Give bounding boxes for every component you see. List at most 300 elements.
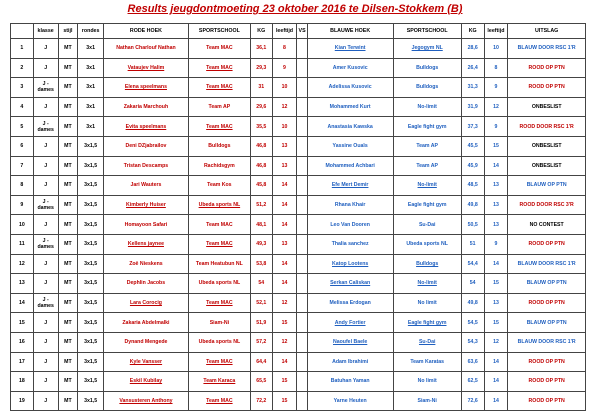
cell-stijl: MT	[58, 136, 78, 156]
cell-blue-sportschool: Bulldogs	[393, 78, 461, 98]
cell-klasse: J	[33, 352, 58, 372]
cell-red-leeftijd: 14	[272, 176, 297, 196]
cell-vs	[297, 39, 307, 59]
cell-rondes: 3x1,5	[78, 332, 104, 352]
cell-red-fighter: Kimberly Huiser	[104, 195, 189, 215]
cell-klasse: J	[33, 391, 58, 411]
cell-blue-kg: 51	[461, 234, 484, 254]
cell-red-sportschool: Rachidsgym	[188, 156, 250, 176]
cell-uitslag: BLAUW DOOR RSC 1'R	[508, 332, 586, 352]
cell-red-leeftijd: 9	[272, 58, 297, 78]
cell-red-kg: 29,3	[250, 58, 272, 78]
cell-klasse: J - dames	[33, 293, 58, 313]
cell-blue-fighter: Thalia sanchez	[307, 234, 393, 254]
cell-vs	[297, 117, 307, 137]
col-header-vs: VS	[297, 24, 307, 39]
cell-red-sportschool: Team MAC	[188, 391, 250, 411]
cell-uitslag: BLAUW OP PTN	[508, 313, 586, 333]
cell-red-leeftijd: 14	[272, 352, 297, 372]
cell-blue-kg: 49,8	[461, 293, 484, 313]
cell-stijl: MT	[58, 97, 78, 117]
cell-uitslag: ROOD OP PTN	[508, 58, 586, 78]
cell-klasse: J	[33, 97, 58, 117]
cell-nr: 5	[11, 117, 34, 137]
cell-blue-kg: 50,5	[461, 215, 484, 235]
cell-nr: 19	[11, 391, 34, 411]
cell-stijl: MT	[58, 293, 78, 313]
cell-nr: 3	[11, 78, 34, 98]
cell-blue-fighter: Leo Van Dooren	[307, 215, 393, 235]
cell-red-leeftijd: 10	[272, 78, 297, 98]
cell-blue-sportschool: Ubeda sports NL	[393, 234, 461, 254]
cell-red-sportschool: Ubeda sports NL	[188, 195, 250, 215]
cell-red-leeftijd: 15	[272, 313, 297, 333]
cell-red-leeftijd: 15	[272, 391, 297, 411]
cell-blue-fighter: Katop Lootens	[307, 254, 393, 274]
cell-klasse: J	[33, 313, 58, 333]
cell-stijl: MT	[58, 117, 78, 137]
cell-stijl: MT	[58, 352, 78, 372]
cell-blue-leeftijd: 15	[484, 313, 508, 333]
cell-red-fighter: Tristan Descamps	[104, 156, 189, 176]
cell-blue-sportschool: Bulldogs	[393, 254, 461, 274]
cell-uitslag: BLAUW OP PTN	[508, 274, 586, 294]
cell-blue-fighter: Melissa Erdogan	[307, 293, 393, 313]
cell-blue-fighter: Rhana Khair	[307, 195, 393, 215]
cell-red-fighter: Dynand Mengede	[104, 332, 189, 352]
cell-nr: 4	[11, 97, 34, 117]
table-row	[11, 58, 586, 78]
results-table	[10, 23, 586, 411]
cell-blue-kg: 45,9	[461, 156, 484, 176]
cell-blue-leeftijd: 9	[484, 78, 508, 98]
cell-red-leeftijd: 13	[272, 156, 297, 176]
cell-red-kg: 53,8	[250, 254, 272, 274]
cell-rondes: 3x1,5	[78, 234, 104, 254]
cell-nr: 18	[11, 372, 34, 392]
cell-stijl: MT	[58, 78, 78, 98]
cell-uitslag: ROOD DOOR RSC 1'R	[508, 117, 586, 137]
cell-blue-kg: 54,4	[461, 254, 484, 274]
col-header-nr	[11, 24, 34, 39]
cell-red-leeftijd: 8	[272, 39, 297, 59]
cell-blue-kg: 31,9	[461, 97, 484, 117]
cell-red-kg: 46,8	[250, 156, 272, 176]
cell-red-kg: 52,1	[250, 293, 272, 313]
cell-blue-leeftijd: 13	[484, 293, 508, 313]
cell-rondes: 3x1,5	[78, 136, 104, 156]
cell-blue-fighter: Efe Mert Demir	[307, 176, 393, 196]
cell-vs	[297, 156, 307, 176]
cell-nr: 7	[11, 156, 34, 176]
cell-vs	[297, 274, 307, 294]
cell-vs	[297, 313, 307, 333]
cell-klasse: J	[33, 372, 58, 392]
cell-klasse: J	[33, 254, 58, 274]
cell-blue-sportschool: Bulldogs	[393, 58, 461, 78]
cell-red-sportschool: Team MAC	[188, 215, 250, 235]
col-header-uitslag: UITSLAG	[508, 24, 586, 39]
cell-blue-fighter: Yarne Heuten	[307, 391, 393, 411]
cell-red-kg: 29,6	[250, 97, 272, 117]
cell-uitslag: ROOD OP PTN	[508, 293, 586, 313]
cell-klasse: J - dames	[33, 117, 58, 137]
cell-red-sportschool: Team MAC	[188, 352, 250, 372]
cell-uitslag: ROOD OP PTN	[508, 352, 586, 372]
cell-blue-kg: 48,5	[461, 176, 484, 196]
cell-vs	[297, 195, 307, 215]
table-row	[11, 254, 586, 274]
col-header-sportschool-blue: SPORTSCHOOL	[393, 24, 461, 39]
cell-nr: 9	[11, 195, 34, 215]
cell-red-sportschool: Bulldogs	[188, 136, 250, 156]
cell-blue-kg: 54,3	[461, 332, 484, 352]
cell-uitslag: BLAUW OP PTN	[508, 176, 586, 196]
cell-klasse: J	[33, 136, 58, 156]
cell-red-fighter: Deni DZjabrailov	[104, 136, 189, 156]
table-row	[11, 332, 586, 352]
col-header-rode-hoek: RODE HOEK	[104, 24, 189, 39]
cell-blue-kg: 63,6	[461, 352, 484, 372]
cell-red-leeftijd: 13	[272, 234, 297, 254]
cell-red-fighter: Nathan Charlouf Nathan	[104, 39, 189, 59]
cell-red-sportschool: Team MAC	[188, 39, 250, 59]
cell-red-fighter: Dephlin Jacobs	[104, 274, 189, 294]
col-header-kg-blue: KG	[461, 24, 484, 39]
cell-red-sportschool: Team Karaca	[188, 372, 250, 392]
cell-blue-sportschool: Eagle fight gym	[393, 195, 461, 215]
cell-blue-kg: 45,5	[461, 136, 484, 156]
cell-rondes: 3x1,5	[78, 176, 104, 196]
cell-blue-leeftijd: 9	[484, 117, 508, 137]
cell-red-sportschool: Team MAC	[188, 58, 250, 78]
cell-red-kg: 64,4	[250, 352, 272, 372]
cell-vs	[297, 78, 307, 98]
cell-rondes: 3x1,5	[78, 391, 104, 411]
cell-uitslag: NO CONTEST	[508, 215, 586, 235]
cell-blue-kg: 28,6	[461, 39, 484, 59]
cell-nr: 8	[11, 176, 34, 196]
cell-uitslag: ROOD OP PTN	[508, 372, 586, 392]
cell-red-sportschool: Ubeda sports NL	[188, 274, 250, 294]
cell-red-kg: 57,2	[250, 332, 272, 352]
cell-rondes: 3x1	[78, 58, 104, 78]
cell-red-fighter: Homayoon Safari	[104, 215, 189, 235]
cell-klasse: J - dames	[33, 195, 58, 215]
cell-rondes: 3x1	[78, 78, 104, 98]
cell-vs	[297, 97, 307, 117]
cell-nr: 15	[11, 313, 34, 333]
cell-red-kg: 45,8	[250, 176, 272, 196]
cell-uitslag: ROOD OP PTN	[508, 234, 586, 254]
cell-blue-fighter: Batuhan Yaman	[307, 372, 393, 392]
cell-red-fighter: Zakaria Abdelmalki	[104, 313, 189, 333]
cell-red-kg: 49,3	[250, 234, 272, 254]
cell-klasse: J - dames	[33, 234, 58, 254]
table-row	[11, 234, 586, 254]
cell-vs	[297, 372, 307, 392]
table-row	[11, 117, 586, 137]
cell-red-fighter: Elena speelmans	[104, 78, 189, 98]
cell-blue-leeftijd: 14	[484, 156, 508, 176]
cell-blue-leeftijd: 14	[484, 254, 508, 274]
cell-rondes: 3x1,5	[78, 372, 104, 392]
cell-vs	[297, 58, 307, 78]
table-row	[11, 352, 586, 372]
col-header-sportschool-red: SPORTSCHOOL	[188, 24, 250, 39]
cell-red-fighter: Lara Corocig	[104, 293, 189, 313]
table-row	[11, 136, 586, 156]
cell-red-leeftijd: 12	[272, 332, 297, 352]
table-body	[11, 39, 586, 411]
cell-red-sportschool: Team MAC	[188, 234, 250, 254]
cell-uitslag: ONBESLIST	[508, 97, 586, 117]
cell-stijl: MT	[58, 391, 78, 411]
cell-red-fighter: Kellens jaynee	[104, 234, 189, 254]
cell-blue-sportschool: Team AP	[393, 156, 461, 176]
cell-klasse: J	[33, 332, 58, 352]
cell-uitslag: ONBESLIST	[508, 136, 586, 156]
cell-blue-kg: 54,5	[461, 313, 484, 333]
cell-blue-fighter: Mohammed Kurt	[307, 97, 393, 117]
cell-red-kg: 54	[250, 274, 272, 294]
cell-nr: 16	[11, 332, 34, 352]
cell-blue-kg: 26,4	[461, 58, 484, 78]
cell-blue-sportschool: Siam-Ni	[393, 391, 461, 411]
cell-blue-fighter: Kian Terwint	[307, 39, 393, 59]
cell-stijl: MT	[58, 39, 78, 59]
cell-klasse: J	[33, 58, 58, 78]
cell-rondes: 3x1,5	[78, 352, 104, 372]
col-header-kg-red: KG	[250, 24, 272, 39]
cell-vs	[297, 293, 307, 313]
col-header-blauwe-hoek: BLAUWE HOEK	[307, 24, 393, 39]
cell-blue-kg: 37,3	[461, 117, 484, 137]
cell-stijl: MT	[58, 58, 78, 78]
cell-red-leeftijd: 15	[272, 372, 297, 392]
cell-blue-sportschool: Team AP	[393, 136, 461, 156]
cell-rondes: 3x1	[78, 117, 104, 137]
cell-rondes: 3x1,5	[78, 293, 104, 313]
cell-uitslag: BLAUW DOOR RSC 1'R	[508, 254, 586, 274]
cell-blue-leeftijd: 13	[484, 176, 508, 196]
cell-blue-leeftijd: 9	[484, 234, 508, 254]
table-row	[11, 195, 586, 215]
cell-blue-fighter: Amer Kusovic	[307, 58, 393, 78]
cell-red-sportschool: Team MAC	[188, 293, 250, 313]
cell-blue-fighter: Serkan Caliskan	[307, 274, 393, 294]
cell-red-sportschool: Siam-Ni	[188, 313, 250, 333]
table-row	[11, 215, 586, 235]
cell-red-leeftijd: 14	[272, 254, 297, 274]
cell-blue-fighter: Adam Ibrahimi	[307, 352, 393, 372]
cell-vs	[297, 136, 307, 156]
cell-red-kg: 72,2	[250, 391, 272, 411]
table-row	[11, 97, 586, 117]
cell-blue-sportschool: Eagle fight gym	[393, 117, 461, 137]
cell-blue-leeftijd: 14	[484, 372, 508, 392]
cell-blue-kg: 31,3	[461, 78, 484, 98]
table-row	[11, 156, 586, 176]
cell-vs	[297, 215, 307, 235]
cell-blue-kg: 62,5	[461, 372, 484, 392]
cell-red-leeftijd: 14	[272, 215, 297, 235]
cell-vs	[297, 176, 307, 196]
cell-rondes: 3x1,5	[78, 254, 104, 274]
cell-blue-sportschool: Jegogym NL	[393, 39, 461, 59]
cell-vs	[297, 391, 307, 411]
cell-red-fighter: Eskil Kubilay	[104, 372, 189, 392]
cell-blue-sportschool: No-limit	[393, 97, 461, 117]
col-header-rondes: rondes	[78, 24, 104, 39]
table-header	[11, 24, 586, 39]
cell-red-sportschool: Team Kos	[188, 176, 250, 196]
cell-stijl: MT	[58, 176, 78, 196]
table-row	[11, 313, 586, 333]
cell-red-sportschool: Ubeda sports NL	[188, 332, 250, 352]
table-row	[11, 176, 586, 196]
cell-blue-sportschool: No-limit	[393, 176, 461, 196]
cell-blue-fighter: Naoufel Baele	[307, 332, 393, 352]
page-title: Results jeugdontmoeting 23 oktober 2016 te Dilsen-Stokkem (B)	[127, 3, 463, 15]
cell-blue-kg: 49,8	[461, 195, 484, 215]
cell-stijl: MT	[58, 274, 78, 294]
cell-red-fighter: Zakaria Marchouh	[104, 97, 189, 117]
col-header-stijl: stijl	[58, 24, 78, 39]
cell-rondes: 3x1,5	[78, 195, 104, 215]
cell-red-fighter: Jari Wauters	[104, 176, 189, 196]
cell-klasse: J	[33, 156, 58, 176]
table-row	[11, 372, 586, 392]
cell-blue-fighter: Yassine Ouaïs	[307, 136, 393, 156]
cell-red-sportschool: Team MAC	[188, 117, 250, 137]
cell-blue-leeftijd: 12	[484, 332, 508, 352]
cell-nr: 14	[11, 293, 34, 313]
cell-blue-leeftijd: 13	[484, 215, 508, 235]
cell-rondes: 3x1,5	[78, 156, 104, 176]
cell-blue-fighter: Andy Fortier	[307, 313, 393, 333]
cell-blue-kg: 54	[461, 274, 484, 294]
cell-blue-sportschool: Eagle fight gym	[393, 313, 461, 333]
cell-rondes: 3x1,5	[78, 274, 104, 294]
cell-stijl: MT	[58, 234, 78, 254]
cell-blue-sportschool: Su-Dai	[393, 332, 461, 352]
cell-blue-leeftijd: 14	[484, 352, 508, 372]
cell-blue-sportschool: No-limit	[393, 274, 461, 294]
cell-red-fighter: Zoë Nieskens	[104, 254, 189, 274]
cell-red-fighter: Kyle Vansser	[104, 352, 189, 372]
cell-red-sportschool: Team MAC	[188, 78, 250, 98]
cell-blue-fighter: Mohammed Achbari	[307, 156, 393, 176]
cell-red-fighter: Vansusteren Anthony	[104, 391, 189, 411]
cell-blue-sportschool: No limit	[393, 293, 461, 313]
cell-blue-kg: 72,6	[461, 391, 484, 411]
cell-nr: 2	[11, 58, 34, 78]
cell-rondes: 3x1,5	[78, 215, 104, 235]
cell-stijl: MT	[58, 313, 78, 333]
cell-stijl: MT	[58, 195, 78, 215]
cell-rondes: 3x1	[78, 39, 104, 59]
cell-red-kg: 48,1	[250, 215, 272, 235]
table-row	[11, 391, 586, 411]
cell-red-leeftijd: 13	[272, 136, 297, 156]
cell-nr: 11	[11, 234, 34, 254]
col-header-klasse: klasse	[33, 24, 58, 39]
cell-stijl: MT	[58, 215, 78, 235]
cell-blue-leeftijd: 10	[484, 39, 508, 59]
table-row	[11, 274, 586, 294]
cell-nr: 13	[11, 274, 34, 294]
cell-red-leeftijd: 14	[272, 195, 297, 215]
cell-red-sportschool: Team Heatubun NL	[188, 254, 250, 274]
cell-red-kg: 36,1	[250, 39, 272, 59]
table-row	[11, 39, 586, 59]
table-row	[11, 293, 586, 313]
cell-stijl: MT	[58, 254, 78, 274]
cell-blue-leeftijd: 12	[484, 97, 508, 117]
cell-rondes: 3x1	[78, 97, 104, 117]
cell-blue-fighter: Adelissa Kusovic	[307, 78, 393, 98]
cell-klasse: J	[33, 274, 58, 294]
col-header-leeftijd-red: leeftijd	[272, 24, 297, 39]
cell-klasse: J	[33, 39, 58, 59]
cell-nr: 6	[11, 136, 34, 156]
cell-nr: 1	[11, 39, 34, 59]
cell-blue-fighter: Anastasia Kawska	[307, 117, 393, 137]
cell-uitslag: ROOD DOOR RSC 3'R	[508, 195, 586, 215]
cell-red-leeftijd: 12	[272, 97, 297, 117]
cell-red-fighter: Evita speelmans	[104, 117, 189, 137]
cell-red-kg: 51,9	[250, 313, 272, 333]
table-row	[11, 78, 586, 98]
cell-vs	[297, 254, 307, 274]
cell-stijl: MT	[58, 332, 78, 352]
cell-blue-sportschool: Team Karatas	[393, 352, 461, 372]
cell-rondes: 3x1,5	[78, 313, 104, 333]
cell-red-kg: 51,2	[250, 195, 272, 215]
cell-uitslag: BLAUW DOOR RSC 1'R	[508, 39, 586, 59]
cell-nr: 17	[11, 352, 34, 372]
cell-nr: 10	[11, 215, 34, 235]
cell-blue-sportschool: Su-Dai	[393, 215, 461, 235]
cell-red-leeftijd: 12	[272, 293, 297, 313]
cell-red-fighter: Vataujev Halim	[104, 58, 189, 78]
cell-blue-leeftijd: 13	[484, 195, 508, 215]
cell-blue-leeftijd: 15	[484, 274, 508, 294]
cell-red-sportschool: Team AP	[188, 97, 250, 117]
cell-klasse: J - dames	[33, 78, 58, 98]
col-header-leeftijd-blue: leeftijd	[484, 24, 508, 39]
cell-stijl: MT	[58, 372, 78, 392]
cell-stijl: MT	[58, 156, 78, 176]
cell-vs	[297, 352, 307, 372]
cell-red-kg: 35,5	[250, 117, 272, 137]
cell-blue-leeftijd: 14	[484, 391, 508, 411]
cell-vs	[297, 234, 307, 254]
cell-nr: 12	[11, 254, 34, 274]
cell-blue-leeftijd: 8	[484, 58, 508, 78]
cell-klasse: J	[33, 176, 58, 196]
cell-uitslag: ONBESLIST	[508, 156, 586, 176]
cell-red-kg: 31	[250, 78, 272, 98]
cell-blue-leeftijd: 15	[484, 136, 508, 156]
cell-red-leeftijd: 10	[272, 117, 297, 137]
cell-red-kg: 65,5	[250, 372, 272, 392]
cell-klasse: J	[33, 215, 58, 235]
cell-vs	[297, 332, 307, 352]
cell-uitslag: ROOD OP PTN	[508, 391, 586, 411]
cell-uitslag: ROOD OP PTN	[508, 78, 586, 98]
